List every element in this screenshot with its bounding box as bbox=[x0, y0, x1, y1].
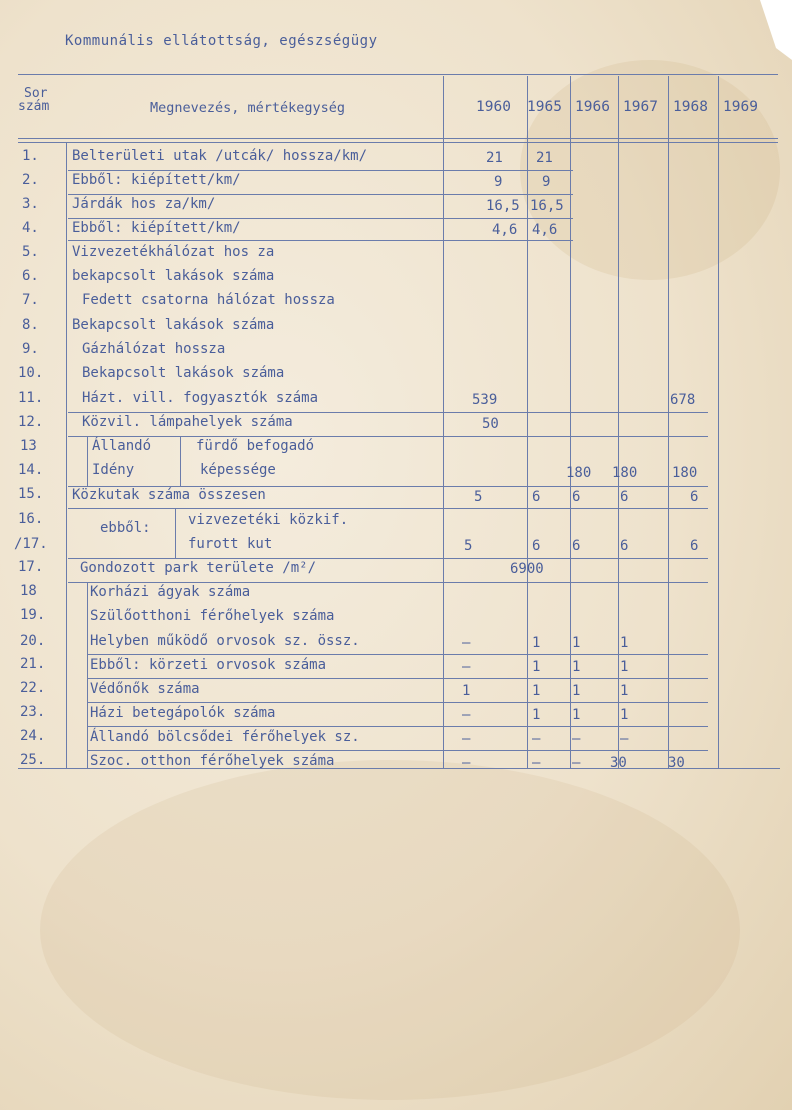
row-number: /17. bbox=[14, 536, 48, 552]
rule bbox=[68, 218, 573, 219]
row-number: 16. bbox=[18, 511, 44, 527]
rule bbox=[68, 240, 573, 241]
rule bbox=[18, 142, 778, 143]
rule bbox=[68, 194, 573, 195]
row-label: Ebből: kiépített/km/ bbox=[72, 172, 241, 188]
row-label: Fedett csatorna hálózat hossza bbox=[82, 292, 335, 308]
row-label: Korházi ágyak száma bbox=[90, 584, 251, 600]
column-rule bbox=[718, 76, 719, 768]
header-szam: szám bbox=[18, 99, 50, 114]
torn-corner bbox=[752, 0, 792, 60]
row-number: 9. bbox=[22, 341, 39, 357]
value-1966: 1 bbox=[572, 707, 581, 723]
row-number: 23. bbox=[20, 704, 46, 720]
row-label: Bekapcsolt lakások száma bbox=[72, 317, 275, 333]
value-1966: – bbox=[572, 731, 581, 747]
row-label: Vizvezetékhálózat hos za bbox=[72, 244, 275, 260]
value-1967: 180 bbox=[612, 465, 638, 481]
value-1967: 1 bbox=[620, 635, 629, 651]
column-rule bbox=[443, 76, 444, 768]
value-1965: 21 bbox=[536, 150, 553, 166]
value-1960: – bbox=[462, 755, 471, 771]
value-1960: 539 bbox=[472, 392, 498, 408]
value-1960: – bbox=[462, 635, 471, 651]
value-1968: 6 bbox=[690, 538, 699, 554]
header-year-1967: 1967 bbox=[623, 99, 658, 115]
row-number: 8. bbox=[22, 317, 39, 333]
rule bbox=[88, 726, 708, 727]
row-label: Ebből: kiépített/km/ bbox=[72, 220, 241, 236]
rule bbox=[68, 582, 708, 583]
value-1966: 1 bbox=[572, 635, 581, 651]
value-1965: 1 bbox=[532, 635, 541, 651]
value-1960: – bbox=[462, 731, 471, 747]
rule bbox=[88, 654, 708, 655]
value-1960: 5 bbox=[474, 489, 483, 505]
row-number: 20. bbox=[20, 633, 46, 649]
value-1965: 6900 bbox=[510, 561, 544, 577]
column-rule bbox=[87, 582, 88, 768]
value-1966: 1 bbox=[572, 659, 581, 675]
header-year-1966: 1966 bbox=[575, 99, 610, 115]
row-label: Házi betegápolók száma bbox=[90, 705, 276, 721]
value-1960: 21 bbox=[486, 150, 503, 166]
value-1967: 1 bbox=[620, 659, 629, 675]
row-number: 4. bbox=[22, 220, 39, 236]
header-year-1968: 1968 bbox=[673, 99, 708, 115]
row-label: Belterületi utak /utcák/ hossza/km/ bbox=[72, 148, 368, 164]
row-label: Állandó bölcsődei férőhelyek sz. bbox=[90, 729, 360, 745]
rule bbox=[68, 508, 708, 509]
row-number: 5. bbox=[22, 244, 39, 260]
value-1967: 30 bbox=[610, 755, 627, 771]
value-1965: 4,6 bbox=[532, 222, 558, 238]
row-label: vizvezetéki közkif. bbox=[188, 512, 349, 528]
row-number: 18 bbox=[20, 583, 37, 599]
row-number: 2. bbox=[22, 172, 39, 188]
row-number: 24. bbox=[20, 728, 46, 744]
value-1967: 1 bbox=[620, 683, 629, 699]
row-number: 6. bbox=[22, 268, 39, 284]
value-1960: 5 bbox=[464, 538, 473, 554]
value-1965: 1 bbox=[532, 683, 541, 699]
value-1960: 9 bbox=[494, 174, 503, 190]
value-1968: 180 bbox=[672, 465, 698, 481]
document-title: Kommunális ellátottság, egészségügy bbox=[65, 33, 378, 49]
value-1966: 6 bbox=[572, 538, 581, 554]
column-rule bbox=[618, 76, 619, 768]
row-number: 13 bbox=[20, 438, 37, 454]
row-number: 17. bbox=[18, 559, 44, 575]
value-1968: 678 bbox=[670, 392, 696, 408]
rule bbox=[68, 170, 573, 171]
rule bbox=[18, 74, 778, 75]
value-1965: 1 bbox=[532, 659, 541, 675]
value-1966: – bbox=[572, 755, 581, 771]
value-1965: 6 bbox=[532, 538, 541, 554]
column-rule bbox=[668, 76, 669, 768]
value-1967: 1 bbox=[620, 707, 629, 723]
row-number: 21. bbox=[20, 656, 46, 672]
row-label: Ebből: körzeti orvosok száma bbox=[90, 657, 327, 673]
row-label: Idény bbox=[92, 462, 135, 478]
rule bbox=[68, 558, 708, 559]
row-number: 7. bbox=[22, 292, 39, 308]
row-number: 11. bbox=[18, 390, 44, 406]
header-megnevezes: Megnevezés, mértékegység bbox=[150, 100, 346, 116]
row-label: Állandó bbox=[92, 438, 152, 454]
rule bbox=[68, 436, 708, 437]
header-year-1969: 1969 bbox=[723, 99, 758, 115]
value-1965: 1 bbox=[532, 707, 541, 723]
column-rule bbox=[570, 76, 571, 768]
value-1968: 6 bbox=[690, 489, 699, 505]
row-number: 25. bbox=[20, 752, 46, 768]
rule bbox=[68, 412, 708, 413]
row-number: 19. bbox=[20, 607, 46, 623]
value-1968: 30 bbox=[668, 755, 685, 771]
row-number: 10. bbox=[18, 365, 44, 381]
row-label: bekapcsolt lakások száma bbox=[72, 268, 275, 284]
rule bbox=[88, 678, 708, 679]
header-year-1965: 1965 bbox=[527, 99, 562, 115]
value-1965: 9 bbox=[542, 174, 551, 190]
row-number: 1. bbox=[22, 148, 39, 164]
paper-stain bbox=[40, 760, 740, 1100]
row-number: 12. bbox=[18, 414, 44, 430]
row-group-label: képessége bbox=[200, 462, 276, 478]
header-year-1960: 1960 bbox=[476, 99, 511, 115]
row-label: Gázhálózat hossza bbox=[82, 341, 226, 357]
value-1960: – bbox=[462, 707, 471, 723]
column-rule bbox=[180, 436, 181, 486]
row-number: 15. bbox=[18, 486, 44, 502]
value-1960: 1 bbox=[462, 683, 471, 699]
column-rule bbox=[175, 508, 176, 558]
value-1965: – bbox=[532, 755, 541, 771]
rule bbox=[88, 702, 708, 703]
value-1966: 6 bbox=[572, 489, 581, 505]
row-number: 14. bbox=[18, 462, 44, 478]
row-label: Járdák hos za/km/ bbox=[72, 196, 216, 212]
rule bbox=[18, 138, 778, 139]
row-label: Helyben működő orvosok sz. össz. bbox=[90, 633, 360, 649]
value-1966: 180 bbox=[566, 465, 592, 481]
row-group-label: fürdő befogadó bbox=[196, 438, 315, 454]
row-label: Közvil. lámpahelyek száma bbox=[82, 414, 293, 430]
row-label: Gondozott park területe /m²/ bbox=[80, 560, 317, 576]
row-label: Szoc. otthon férőhelyek száma bbox=[90, 753, 335, 769]
row-number: 3. bbox=[22, 196, 39, 212]
row-label: Szülőotthoni férőhelyek száma bbox=[90, 608, 335, 624]
row-label: Bekapcsolt lakások száma bbox=[82, 365, 285, 381]
value-1960: – bbox=[462, 659, 471, 675]
value-1967: 6 bbox=[620, 489, 629, 505]
value-1967: 6 bbox=[620, 538, 629, 554]
row-label: Közkutak száma összesen bbox=[72, 487, 266, 503]
value-1967: – bbox=[620, 731, 629, 747]
rule bbox=[88, 750, 708, 751]
value-1965: 6 bbox=[532, 489, 541, 505]
column-rule bbox=[527, 76, 528, 768]
row-label: Házt. vill. fogyasztók száma bbox=[82, 390, 319, 406]
value-1960: 4,6 bbox=[492, 222, 518, 238]
column-rule bbox=[66, 142, 67, 768]
value-1960: 16,5 bbox=[486, 198, 520, 214]
value-1960: 50 bbox=[482, 416, 499, 432]
row-number: 22. bbox=[20, 680, 46, 696]
value-1965: – bbox=[532, 731, 541, 747]
row-group-label: ebből: bbox=[100, 520, 151, 536]
column-rule bbox=[87, 436, 88, 486]
value-1966: 1 bbox=[572, 683, 581, 699]
value-1965: 16,5 bbox=[530, 198, 564, 214]
header-sor: Sor bbox=[24, 86, 48, 101]
row-label: furott kut bbox=[188, 536, 273, 552]
row-label: Védőnők száma bbox=[90, 681, 200, 697]
